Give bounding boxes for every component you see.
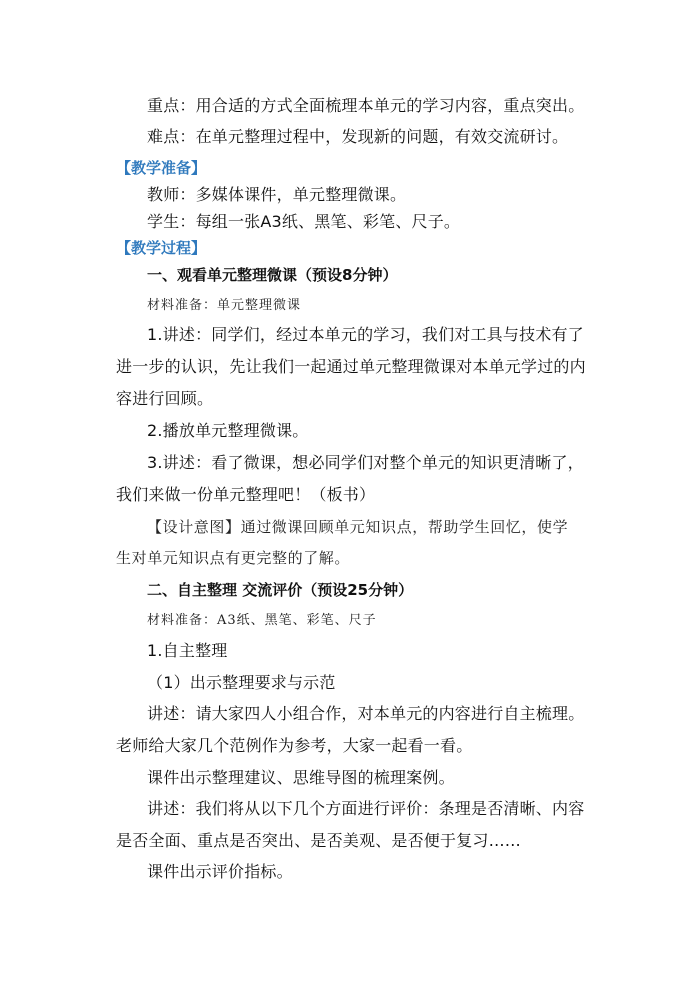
step2-line: 2.播放单元整理微课。 (147, 421, 309, 440)
sub1-line: 1.自主整理 (147, 641, 228, 660)
talk1-line1: 讲述：请大家四人小组合作，对本单元的内容进行自主梳理。 (147, 704, 585, 723)
step1-line2: 进一步的认识，先让我们一起通过单元整理微课对本单元学过的内 (116, 357, 586, 376)
student-prep-line: 学生：每组一张A3纸、黑笔、彩笔、尺子。 (147, 212, 461, 231)
section1-title: 一、观看单元整理微课（预设8分钟） (147, 266, 398, 284)
focus-line: 重点：用合适的方式全面梳理本单元的学习内容，重点突出。 (147, 96, 585, 115)
talk2-line2: 是否全面、重点是否突出、是否美观、是否便于复习…… (116, 831, 522, 850)
courseware1-line: 课件出示整理建议、思维导图的梳理案例。 (147, 768, 455, 787)
step1-line3: 容进行回顾。 (116, 389, 214, 408)
design-intent-line1: 【设计意图】通过微课回顾单元知识点，帮助学生回忆，使学 (147, 518, 569, 536)
talk1-line2: 老师给大家几个范例作为参考，大家一起看一看。 (116, 736, 473, 755)
step3-line2: 我们来做一份单元整理吧！（板书） (116, 485, 376, 504)
sub1-1-line: （1）出示整理要求与示范 (147, 673, 336, 692)
section2-title: 二、自主整理 交流评价（预设25分钟） (147, 581, 414, 599)
section2-materials: 材料准备：A3纸、黑笔、彩笔、尺子 (147, 613, 377, 628)
design-intent-line2: 生对单元知识点有更完整的了解。 (116, 549, 351, 567)
teacher-prep-line: 教师：多媒体课件，单元整理微课。 (147, 185, 407, 204)
step3-line1: 3.讲述：看了微课，想必同学们对整个单元的知识更清晰了， (147, 453, 584, 472)
courseware2-line: 课件出示评价指标。 (147, 862, 293, 881)
prep-heading: 【教学准备】 (116, 159, 207, 177)
talk2-line1: 讲述：我们将从以下几个方面进行评价：条理是否清晰、内容 (147, 799, 585, 818)
section1-materials: 材料准备：单元整理微课 (147, 298, 302, 313)
process-heading: 【教学过程】 (116, 239, 207, 257)
difficulty-line: 难点：在单元整理过程中，发现新的问题，有效交流研讨。 (147, 127, 569, 146)
step1-line1: 1.讲述：同学们，经过本单元的学习，我们对工具与技术有了 (147, 325, 584, 344)
